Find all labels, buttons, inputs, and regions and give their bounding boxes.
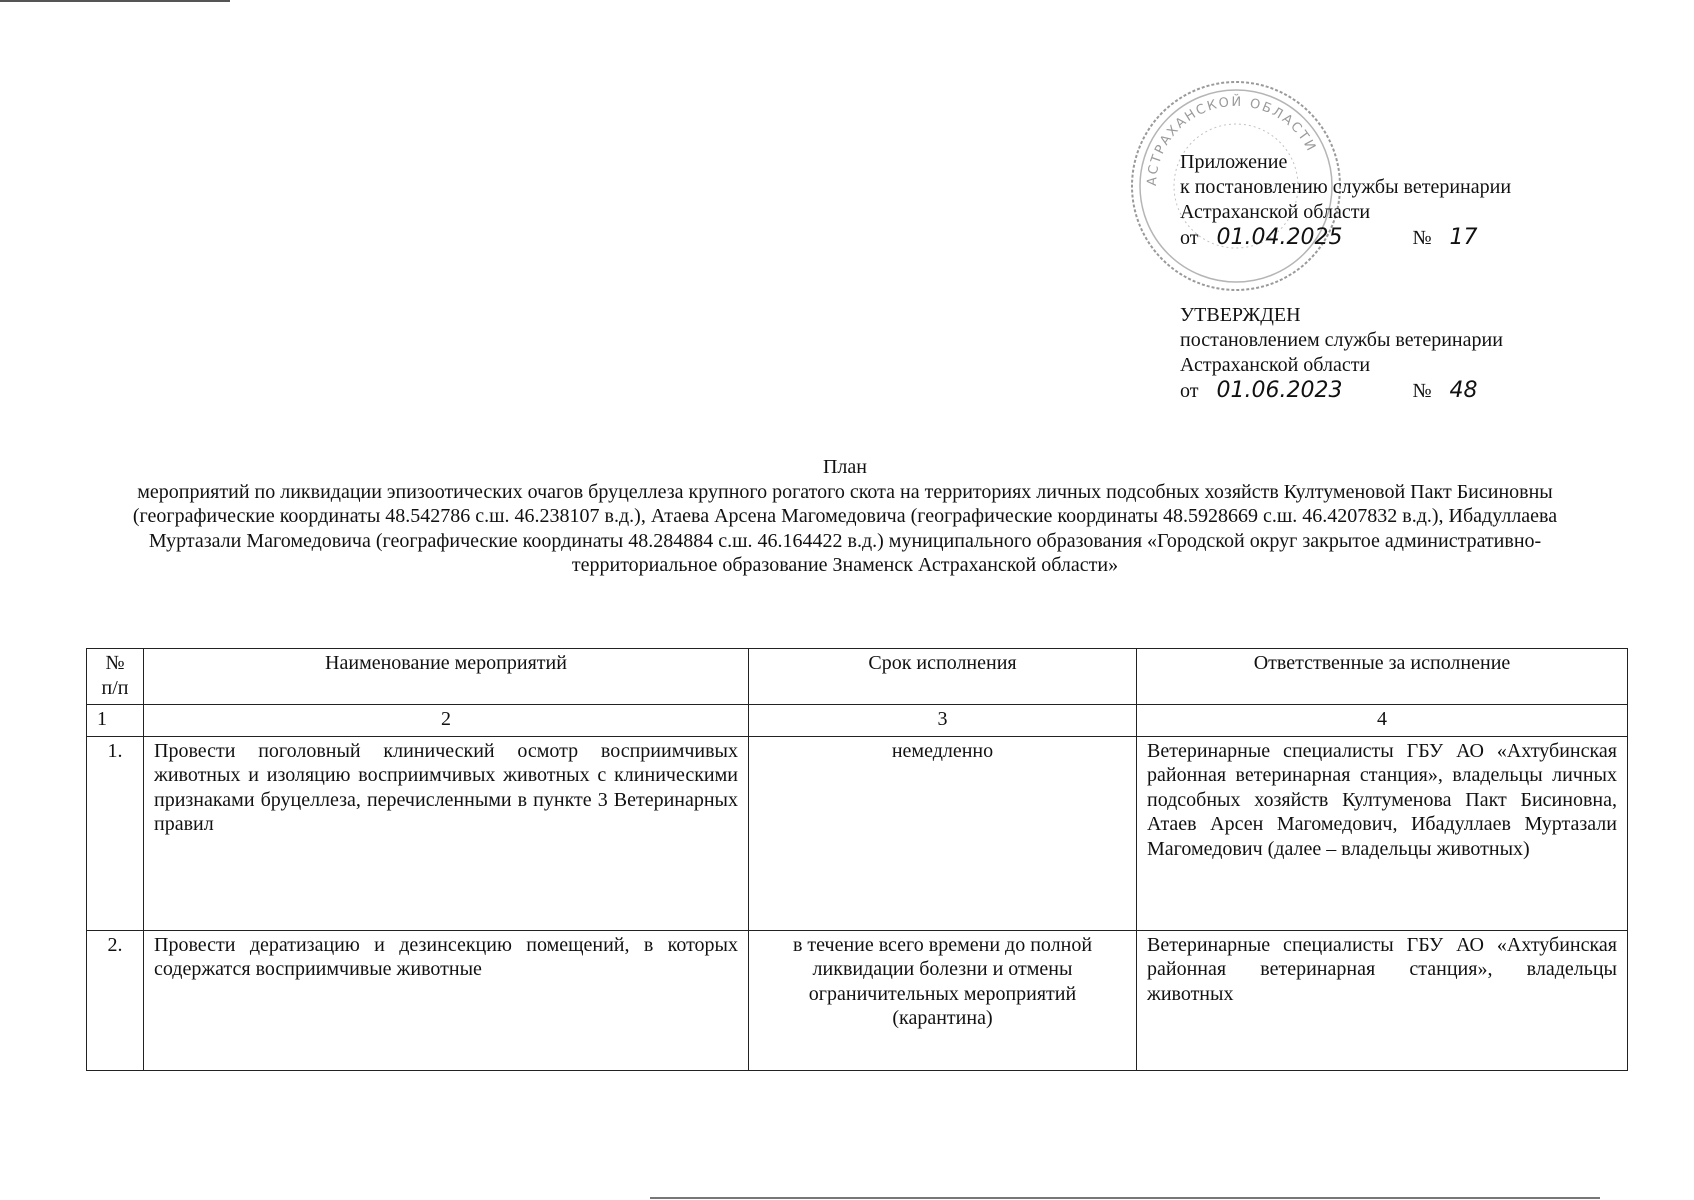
table-index-row xyxy=(87,705,1628,737)
annex-number-label: № xyxy=(1412,227,1432,249)
approved-heading: УТВЕРЖДЕН xyxy=(1180,304,1301,326)
header-term: Срок исполнения xyxy=(749,649,1137,705)
plan-table xyxy=(86,648,1628,1071)
header-measure: Наименование мероприятий xyxy=(144,649,749,705)
table-row xyxy=(87,736,1628,930)
row-term: в течение всего времени до полной ликвидации болезни и отмены ограничительных мероприятий (карантина) xyxy=(749,930,1137,1070)
document-title xyxy=(130,455,1560,578)
approved-from-label: от xyxy=(1180,380,1199,402)
row-measure: Провести дератизацию и дезинсекцию помещений, в которых содержатся восприимчивые животные xyxy=(144,930,749,1070)
annex-line-3: Астраханской области xyxy=(1180,201,1371,223)
annex-number: 17 xyxy=(1449,225,1478,250)
top-edge-line xyxy=(0,0,230,2)
row-number: 1. xyxy=(87,736,144,930)
seal-text: АСТРАХАНСКОЙ ОБЛАСТИ xyxy=(1144,94,1319,187)
row-term: немедленно xyxy=(749,736,1137,930)
index-cell: 3 xyxy=(749,705,1137,737)
annex-from-label: от xyxy=(1180,227,1199,249)
approved-line-3: Астраханской области xyxy=(1180,354,1371,376)
title-heading: План xyxy=(822,456,867,478)
header-responsible: Ответственные за исполнение xyxy=(1137,649,1628,705)
approved-block xyxy=(1180,303,1503,404)
header-number: № п/п xyxy=(87,649,144,705)
annex-title: Приложение xyxy=(1180,151,1288,173)
index-cell: 1 xyxy=(87,705,144,737)
index-cell: 4 xyxy=(1137,705,1628,737)
annex-block xyxy=(1180,150,1511,251)
approved-number-label: № xyxy=(1412,380,1432,402)
approved-date: 01.06.2023 xyxy=(1216,378,1343,403)
annex-line-2: к постановлению службы ветеринарии xyxy=(1180,176,1512,198)
annex-date: 01.04.2025 xyxy=(1216,225,1343,250)
approved-line-2: постановлением службы ветеринарии xyxy=(1180,329,1503,351)
title-body: мероприятий по ликвидации эпизоотических очагов бруцеллеза крупного рогатого скота на территориях личных подсобных хозяйств Култуменовой Пакт Бисиновны (географические координаты 48.542786 с.ш. 46.238107 в.д.), Атаева Арсена Магомедовича (географические координаты 48.5928669 с.ш. 46.4207832 в.д.), Ибадуллаева Муртазали Магомедовича (географические координаты 48.284884 с.ш. 46.164422 в.д.) муниципального образования «Городской округ закрытое административно-территориальное образование Знаменск Астраханской области» xyxy=(132,480,1558,576)
row-responsible: Ветеринарные специалисты ГБУ АО «Ахтубинская районная ветеринарная станция», владельцы животных xyxy=(1137,930,1628,1070)
approved-number: 48 xyxy=(1449,378,1478,403)
row-responsible: Ветеринарные специалисты ГБУ АО «Ахтубинская районная ветеринарная станция», владельцы личных подсобных хозяйств Култуменова Пакт Бисиновна, Атаев Арсен Магомедович, Ибадуллаев Муртазали Магомедович (далее – владельцы животных) xyxy=(1137,736,1628,930)
row-measure: Провести поголовный клинический осмотр восприимчивых животных и изоляцию восприимчивых животных с клиническими признаками бруцеллеза, перечисленными в пункте 3 Ветеринарных правил xyxy=(144,736,749,930)
table-row xyxy=(87,930,1628,1070)
bottom-edge-line xyxy=(650,1197,1600,1199)
index-cell: 2 xyxy=(144,705,749,737)
table-header-row xyxy=(87,649,1628,705)
row-number: 2. xyxy=(87,930,144,1070)
